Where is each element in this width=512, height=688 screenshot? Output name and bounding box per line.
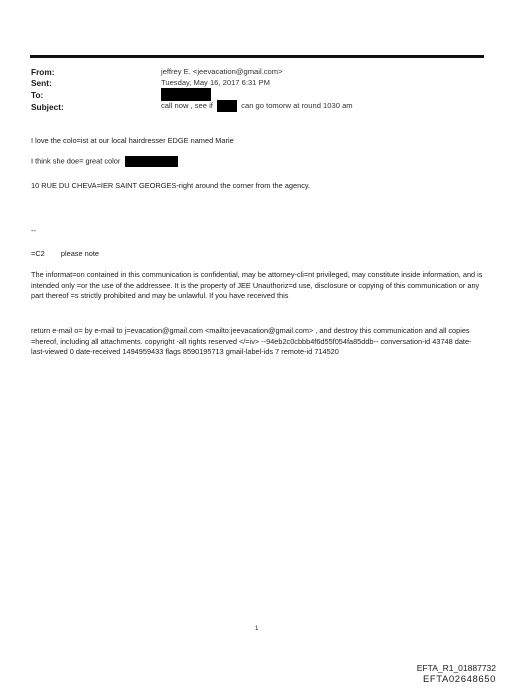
sent-label: Sent: xyxy=(31,78,52,88)
subject-text-part1: call now , see if xyxy=(161,101,213,110)
bates-number-2: EFTA02648650 xyxy=(422,674,496,685)
from-label: From: xyxy=(31,67,55,77)
from-value: jeffrey E. <jeevacation@gmail.com> xyxy=(161,67,283,76)
subject-value xyxy=(161,100,353,112)
separator-dashes: -- xyxy=(31,226,36,235)
body-line-3: 10 RUE DU CHEVA=IER SAINT GEORGES-right around the corner from the agency. xyxy=(31,181,311,190)
confidentiality-disclaimer: The informat=on contained in this communication is confidential, may be attorney-cli=nt privileged, may constitute inside information, and is intended only =or the use of the addressee. It is the property of JEE Unauthoriz=d use, disclosure or copying of this communication or any part thereof =s strictly prohibited and may be unlawful. If you have received this xyxy=(31,270,483,300)
c2-code: =C2 xyxy=(31,249,45,258)
body-line-2 xyxy=(31,156,178,167)
subject-text-part2: can go tomorw at round 1030 am xyxy=(241,101,353,110)
header-divider xyxy=(30,55,484,58)
bates-number-1: EFTA_R1_01887732 xyxy=(416,663,496,673)
page-number: 1 xyxy=(255,626,259,632)
subject-label: Subject: xyxy=(31,102,64,112)
c2-line xyxy=(31,249,99,258)
redaction-box xyxy=(217,100,237,112)
c2-note: please note xyxy=(60,249,100,258)
body-line-2-text: I think she doe= great color xyxy=(31,156,121,166)
return-email-paragraph: return e-mail o= by e-mail to j=evacation@gmail.com <mailto:jeevacation@gmail.com> , and destroy this communication and all copies =hereof, including all attachments. copyright -all rights reserved </=iv> --94eb2c0cbbb4f6d55f054fa85ddb-- conversation-id 43748 date-last-viewed 0 date-received 1494959433 flags 8590195713 gmail-label-ids 7 remote-id 714520 xyxy=(31,326,472,356)
to-label: To: xyxy=(31,90,44,100)
body-line-1: I love the colo=ist at our local hairdresser EDGE named Marie xyxy=(31,136,234,145)
sent-value: Tuesday, May 16, 2017 6:31 PM xyxy=(161,78,270,87)
redaction-box xyxy=(125,156,178,167)
